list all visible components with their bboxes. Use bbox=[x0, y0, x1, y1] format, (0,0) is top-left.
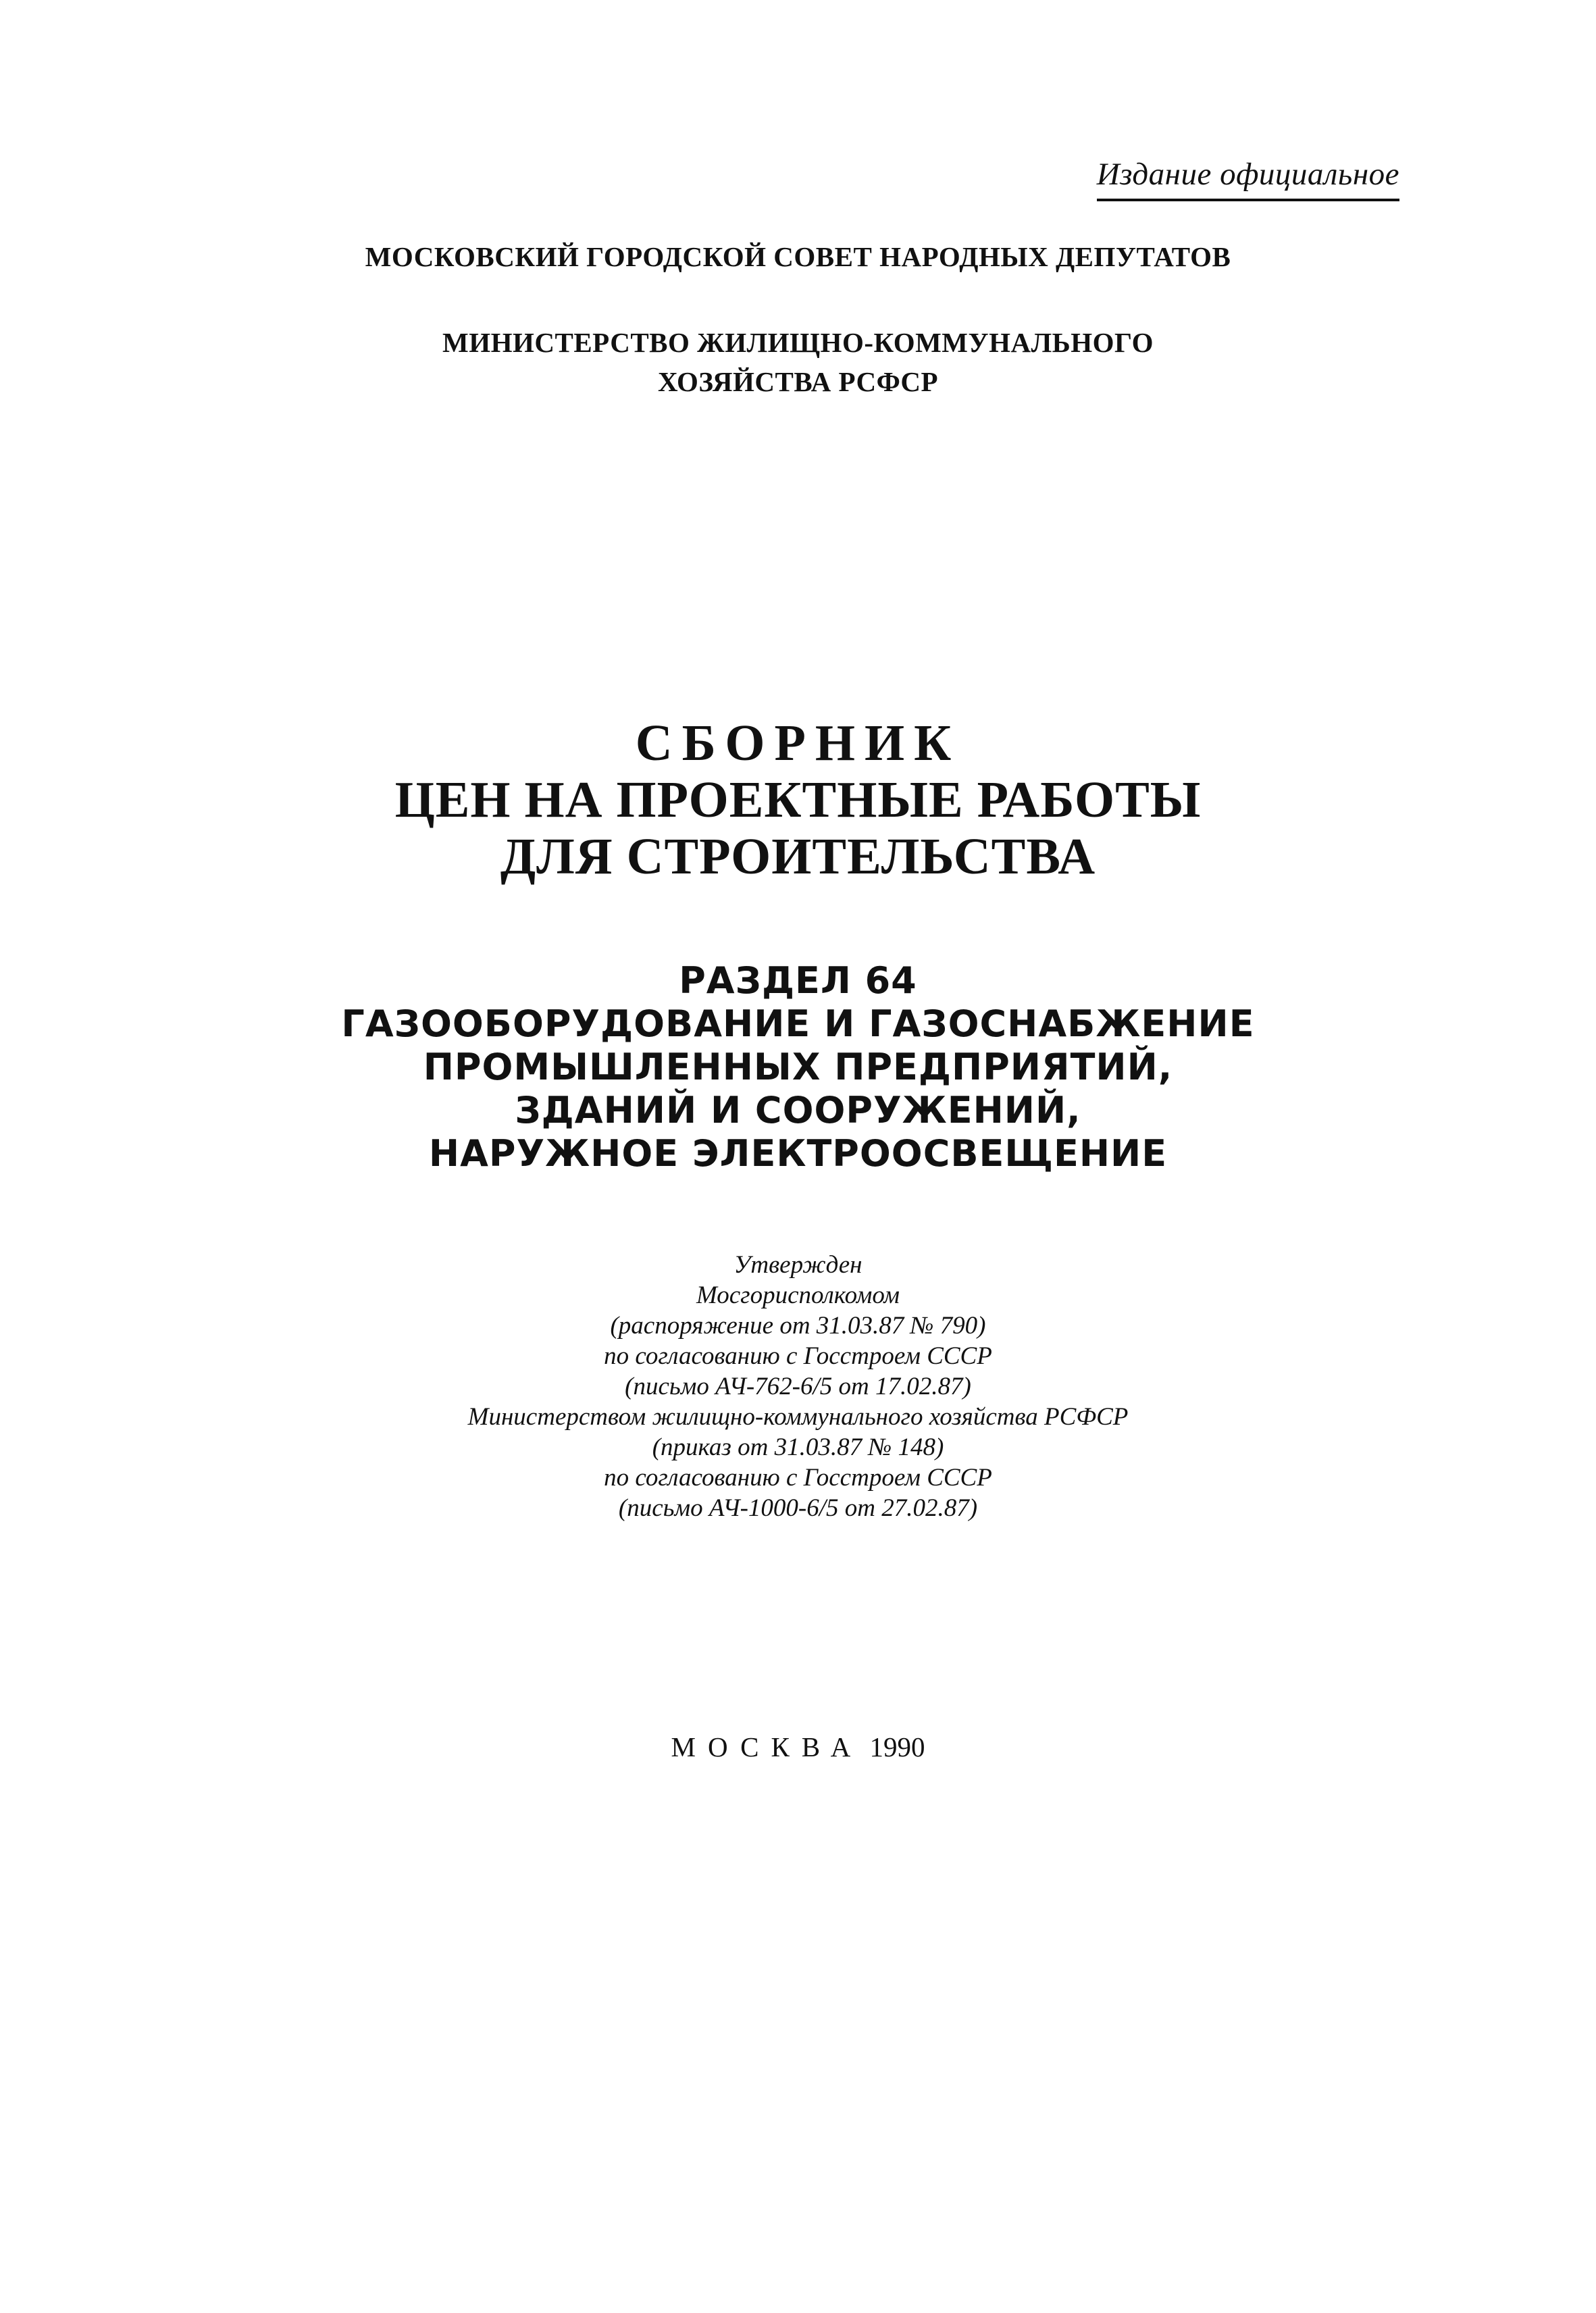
edition-note: Издание официальное bbox=[1097, 154, 1399, 201]
section-line: ЗДАНИЙ И СООРУЖЕНИЙ, bbox=[515, 1089, 1081, 1132]
ministry-line: МИНИСТЕРСТВО ЖИЛИЩНО-КОММУНАЛЬНОГО bbox=[442, 327, 1154, 358]
title-line: ДЛЯ СТРОИТЕЛЬСТВА bbox=[500, 828, 1096, 885]
title-line: ЦЕН НА ПРОЕКТНЫЕ РАБОТЫ bbox=[394, 771, 1202, 828]
document-title bbox=[0, 715, 1596, 885]
approval-line: по согласованию с Госстроем СССР bbox=[604, 1342, 992, 1370]
council-name bbox=[0, 238, 1596, 276]
title-word: СБОРНИК bbox=[635, 715, 961, 771]
approval-block bbox=[0, 1250, 1596, 1523]
approval-line: Министерством жилищно-коммунального хозяйства РСФСР bbox=[467, 1403, 1129, 1431]
imprint bbox=[0, 1728, 1596, 1766]
section-block bbox=[0, 959, 1596, 1175]
section-line: НАРУЖНОЕ ЭЛЕКТРООСВЕЩЕНИЕ bbox=[428, 1132, 1168, 1175]
imprint-city: МОСКВА bbox=[671, 1731, 863, 1762]
approval-line: (приказ от 31.03.87 № 148) bbox=[652, 1433, 944, 1461]
approval-line: (письмо АЧ-762-6/5 от 17.02.87) bbox=[625, 1373, 971, 1400]
ministry-name bbox=[0, 323, 1596, 401]
section-line: ГАЗООБОРУДОВАНИЕ И ГАЗОСНАБЖЕНИЕ bbox=[341, 1002, 1255, 1045]
approval-line: по согласованию с Госстроем СССР bbox=[604, 1464, 992, 1492]
ministry-line: ХОЗЯЙСТВА РСФСР bbox=[657, 366, 939, 397]
approval-line: (распоряжение от 31.03.87 № 790) bbox=[610, 1312, 986, 1340]
approval-line: (письмо АЧ-1000-6/5 от 27.02.87) bbox=[618, 1494, 978, 1522]
imprint-year: 1990 bbox=[869, 1731, 925, 1762]
section-line: ПРОМЫШЛЕННЫХ ПРЕДПРИЯТИЙ, bbox=[423, 1046, 1173, 1088]
approval-line: Утвержден bbox=[733, 1251, 863, 1279]
council-line: МОСКОВСКИЙ ГОРОДСКОЙ СОВЕТ НАРОДНЫХ ДЕПУТАТОВ bbox=[365, 241, 1231, 272]
approval-line: Мосгорисполкомом bbox=[696, 1281, 900, 1309]
section-heading: РАЗДЕЛ 64 bbox=[679, 959, 917, 1002]
